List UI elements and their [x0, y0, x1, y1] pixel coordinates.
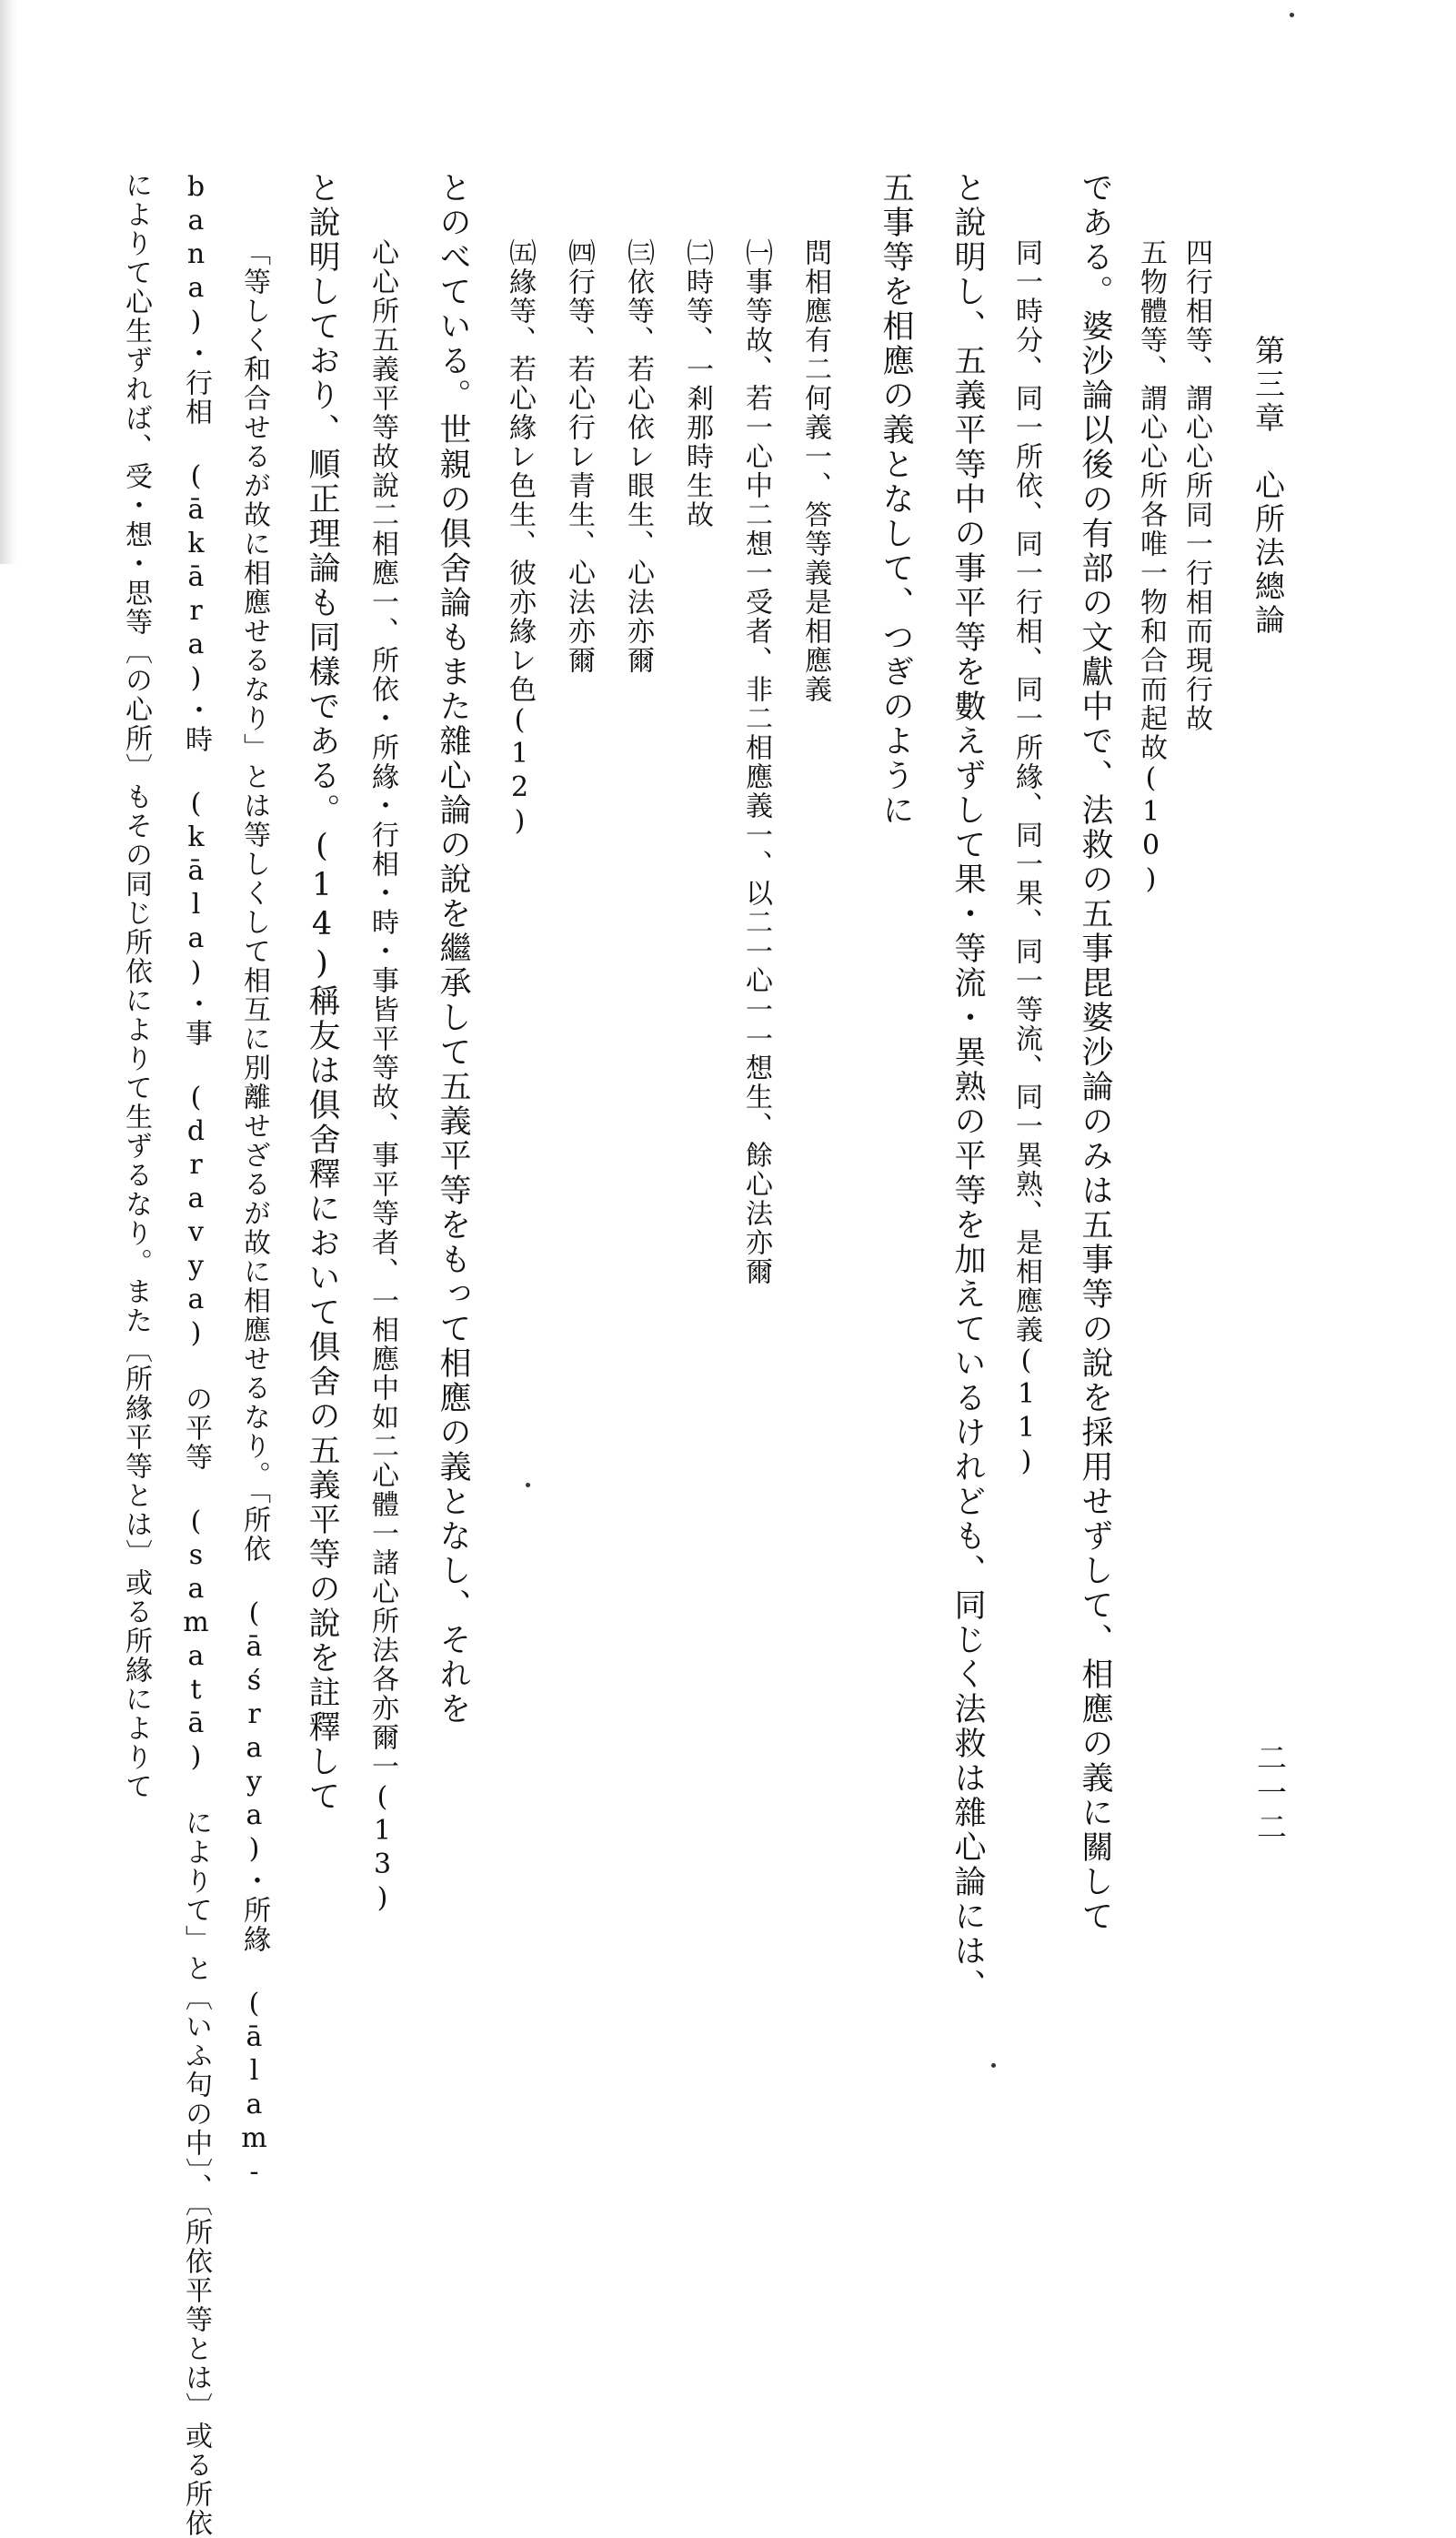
quote-line-13: によりて心生ずれば、受・想・思等〔の心所〕もその同じ所依によりて生ずるなり。また〔所緣平等とは〕或る所緣によりて [120, 171, 152, 1801]
quote-line-4: 問相應有二何義一、答等義是相應義 [799, 238, 831, 704]
quote-line-12: bana)・行相 (ākāra)・時 (kāla)・事 (dravya) の平等 (samatā) によりて」と〔いふ句の中〕、〔所依平等とは〕或る所依 [180, 171, 212, 2538]
quote-line-3: 同一時分、同一所依、同一行相、同一所緣、同一果、同一等流、同一異熟、是相應義(11) [1010, 238, 1042, 1479]
text-line-3: 五事等を相應の義となして、つぎのように [878, 171, 914, 828]
text-line-4: とのべている。世親の俱舍論もまた雜心論の說を繼承して五義平等をもって相應の義となし、それを [435, 171, 471, 1727]
quote-line-8: ㈣行等、若心行レ青生、心法亦爾 [563, 238, 595, 675]
quote-line-9: ㈤緣等、若心緣レ色生、彼亦緣レ色(12) [504, 238, 536, 839]
quote-line-2: 五物體等、謂心心所各唯一物和合而起故(10) [1135, 238, 1167, 897]
scan-edge-shadow [0, 0, 16, 564]
quote-line-10: 心心所五義平等故說二相應一、所依・所緣・行相・時・事皆平等故、事平等者、一相應中如二心體一諸心所法各亦爾一(13) [367, 238, 398, 1916]
scan-speck [991, 2063, 996, 2068]
quote-line-11: 「等しく和合せるが故に相應せるなり」とは等しくして相互に別離せざるが故に相應せるなり。「所依 (āśraya)・所緣 (ālam- [238, 238, 270, 2190]
scan-speck [1290, 13, 1294, 17]
text-line-5: と說明しており、順正理論も同樣である。(14)稱友は俱舍釋において俱舍の五義平等の說を註釋して [304, 171, 340, 1814]
quote-line-7: ㈢依等、若心依レ眼生、心法亦爾 [622, 238, 654, 675]
quote-line-6: ㈡時等、一剎那時生故 [681, 238, 713, 529]
text-line-1: である。婆沙論以後の有部の文獻中で、法救の五事毘婆沙論のみは五事等の說を採用せずして、相應の義に關して [1077, 171, 1113, 1934]
quote-line-1: 四行相等、謂心心所同一行相而現行故 [1180, 238, 1212, 733]
scan-speck [526, 1483, 530, 1487]
quote-line-5: ㈠事等故、若一心中二想一受者、非二相應義一、以二一心一一想生、餘心法亦爾 [740, 238, 772, 1286]
text-line-2: と說明し、五義平等中の事平等を數えずして果・等流・異熟の平等を加えているけれども、同じく法救は雜心論には、 [949, 171, 986, 2003]
page-number: 二一二 [1252, 1742, 1288, 1846]
chapter-header: 第三章 心所法總論 [1250, 335, 1286, 638]
